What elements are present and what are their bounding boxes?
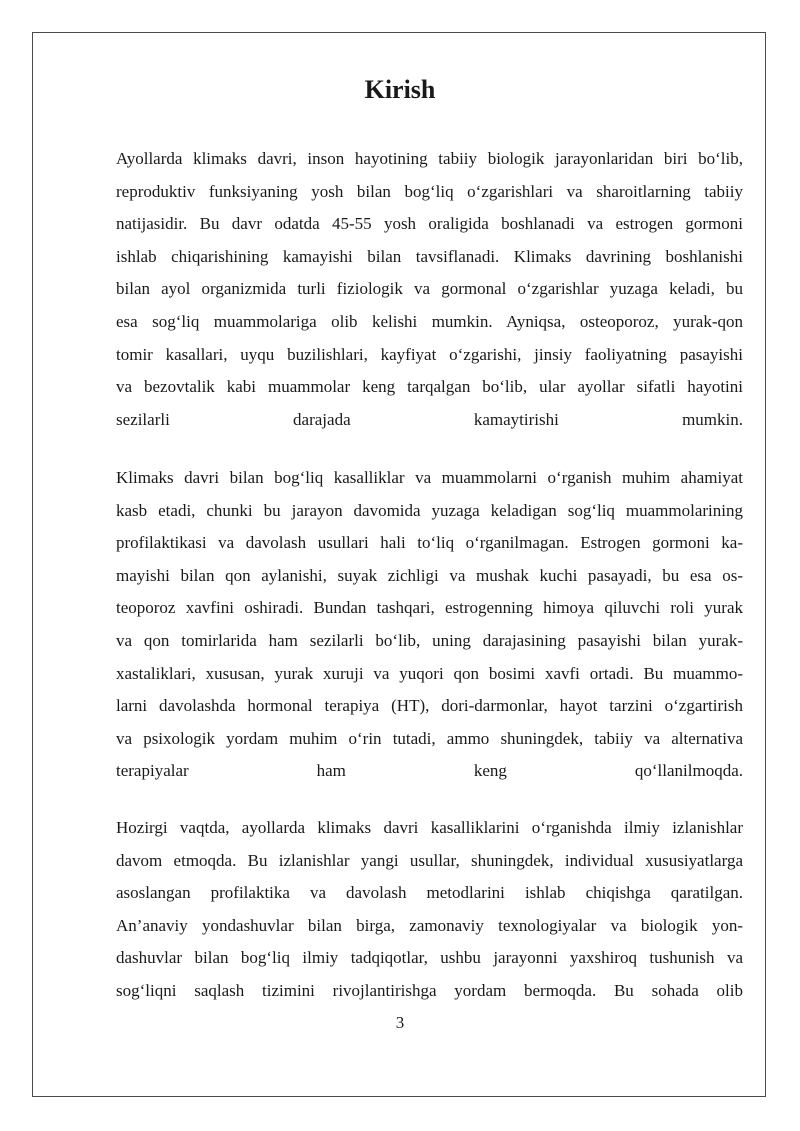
text-line: mayishi bilan qon aylanishi, suyak zichligi va mushak kuchi pasayadi, bu esa os- — [116, 565, 743, 585]
text-line: sog‘liqni saqlash tizimini rivojlantirishga yordam bermoqda. Bu sohada olib — [116, 980, 743, 1000]
text-line: Ayollarda klimaks davri, inson hayotining tabiiy biologik jarayonlaridan biri bo‘lib, — [116, 149, 743, 168]
text-line: asoslangan profilaktika va davolash metodlarini ishlab chiqishga qaratilgan. — [116, 883, 743, 903]
text-line: sezilarli darajada kamaytirishi mumkin. — [116, 409, 743, 429]
text-line: natijasidir. Bu davr odatda 45-55 yosh oraligida boshlanadi va estrogen gormoni — [116, 214, 743, 234]
text-line: ishlab chiqarishining kamayishi bilan tavsiflanadi. Klimaks davrining boshlanishi — [116, 246, 743, 266]
text-line: kasb etadi, chunki bu jarayon davomida yuzaga keladigan sog‘liq muammolarining — [116, 500, 743, 520]
text-line: va qon tomirlarida ham sezilarli bo‘lib, uning darajasining pasayishi bilan yurak- — [116, 630, 743, 650]
text-line: An’anaviy yondashuvlar bilan birga, zamonaviy texnologiyalar va biologik yon- — [116, 915, 743, 935]
text-line: tomir kasallari, uyqu buzilishlari, kayfiyat o‘zgarishi, jinsiy faoliyatning pasayishi — [116, 344, 743, 364]
text-line: dashuvlar bilan bog‘liq ilmiy tadqiqotlar, ushbu jarayonni yaxshiroq tushunish va — [116, 948, 743, 968]
text-line: teoporoz xavfini oshiradi. Bundan tashqari, estrogenning himoya qiluvchi roli yurak — [116, 598, 743, 618]
text-line: xastaliklari, xususan, yurak xuruji va yuqori qon bosimi xavfi ortadi. Bu muammo- — [116, 663, 743, 683]
text-line: larni davolashda hormonal terapiya (HT), dori-darmonlar, hayot tarzini o‘zgartirish — [116, 696, 743, 716]
page-title: Kirish — [364, 75, 436, 104]
page-number: 3 — [395, 1013, 405, 1032]
paragraph-1 — [116, 143, 743, 436]
text-line: va psixologik yordam muhim o‘rin tutadi, ammo shuningdek, tabiiy va alternativa — [116, 728, 743, 748]
text-line: bilan ayol organizmida turli fiziologik va gormonal o‘zgarishlar yuzaga keladi, bu — [116, 279, 743, 299]
paragraph-3 — [116, 812, 743, 1008]
text-line: profilaktikasi va davolash usullari hali to‘liq o‘rganilmagan. Estrogen gormoni ka- — [116, 533, 743, 553]
text-line: terapiyalar ham keng qo‘llanilmoqda. — [116, 761, 743, 781]
paragraph-2 — [116, 462, 743, 788]
text-line: Klimaks davri bilan bog‘liq kasalliklar va muammolarni o‘rganish muhim ahamiyat — [116, 468, 743, 487]
text-line: davom etmoqda. Bu izlanishlar yangi usullar, shuningdek, individual xususiyatlarga — [116, 850, 743, 870]
text-line: va bezovtalik kabi muammolar keng tarqalgan bo‘lib, ular ayollar sifatli hayotini — [116, 377, 743, 397]
text-line: Hozirgi vaqtda, ayollarda klimaks davri kasalliklarini o‘rganishda ilmiy izlanishlar — [116, 818, 743, 837]
text-line: esa sog‘liq muammolariga olib kelishi mumkin. Ayniqsa, osteoporoz, yurak-qon — [116, 311, 743, 331]
text-line: reproduktiv funksiyaning yosh bilan bog‘liq o‘zgarishlari va sharoitlarning tabiiy — [116, 181, 743, 201]
